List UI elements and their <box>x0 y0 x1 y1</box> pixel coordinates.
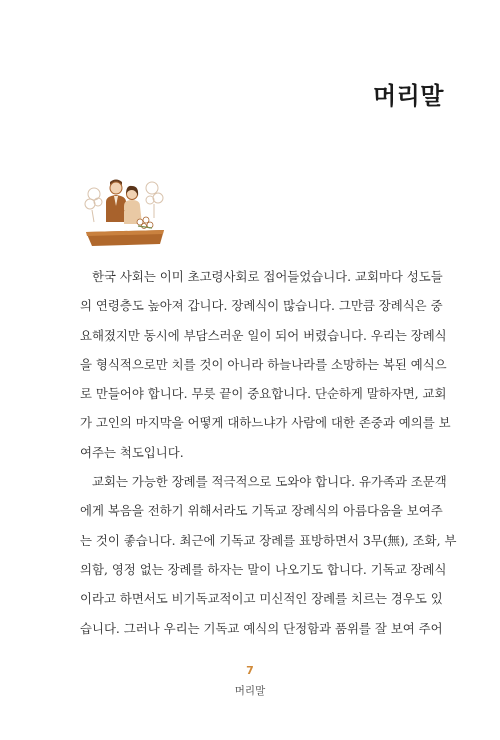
body-text <box>80 262 457 643</box>
text-line: 로 만들어야 합니다. 무릇 끝이 중요합니다. 단순하게 말하자면, 교회 <box>80 386 447 402</box>
page-title: 머리말 <box>372 82 444 110</box>
text-line: 교회는 가능한 장례를 적극적으로 도와야 합니다. 유가족과 조문객 <box>92 474 447 490</box>
text-line: 가 고인의 마지막을 어떻게 대하느냐가 사람에 대한 존중과 예의를 보 <box>80 415 451 431</box>
text-line: 을 형식적으로만 치를 것이 아니라 하늘나라를 소망하는 복된 예식으 <box>80 356 447 372</box>
text-line: 는 것이 좋습니다. 최근에 기독교 장례를 표방하면서 3무(無), 조화, 부 <box>80 532 457 548</box>
text-line: 의 연령층도 높아져 갑니다. 장례식이 많습니다. 그만큼 장례식은 중 <box>80 298 443 314</box>
text-line: 한국 사회는 이미 초고령사회로 접어들었습니다. 교회마다 성도들 <box>92 269 443 284</box>
paragraph <box>80 467 457 643</box>
running-head: 머리말 <box>234 685 266 697</box>
text-line: 요해졌지만 동시에 부담스러운 일이 되어 버렸습니다. 우리는 장례식 <box>80 327 447 343</box>
page-number: 7 <box>246 664 254 677</box>
paragraph <box>80 262 451 467</box>
text-line: 여주는 척도입니다. <box>80 444 184 460</box>
text-line: 의함, 영정 없는 장례를 하자는 말이 나오기도 합니다. 기독교 장례식 <box>80 561 447 577</box>
couple-at-casket-illustration <box>80 172 170 250</box>
text-line: 이라고 하면서도 비기독교적이고 미신적인 장례를 치르는 경우도 있 <box>80 591 443 607</box>
text-line: 에게 복음을 전하기 위해서라도 기독교 장례식의 아름다움을 보여주 <box>80 503 443 519</box>
text-line: 습니다. 그러나 우리는 기독교 예식의 단정함과 품위를 잘 보여 주어 <box>80 620 443 636</box>
